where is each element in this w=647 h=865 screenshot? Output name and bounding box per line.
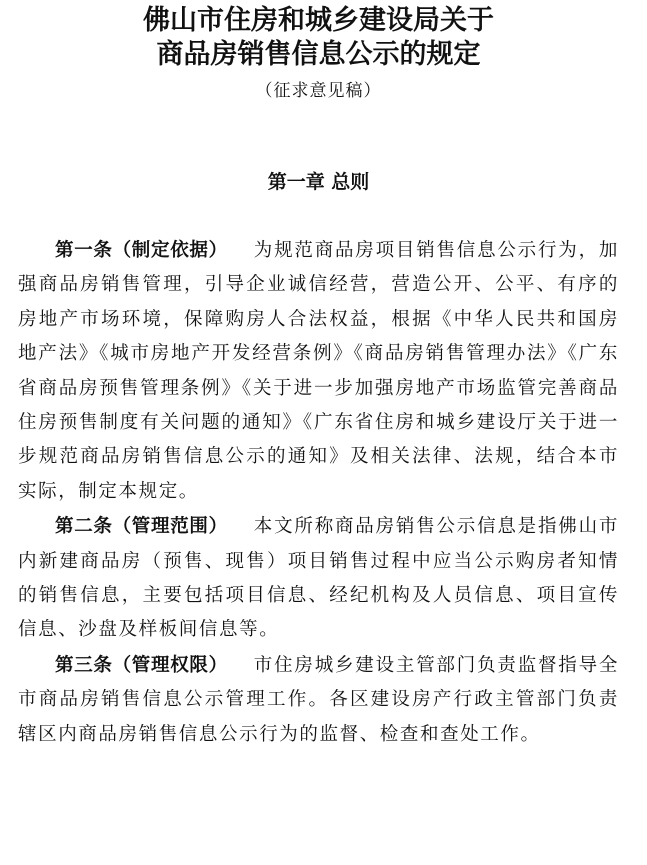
title-line-1: 佛山市住房和城乡建设局关于 [143, 5, 494, 36]
article-2-heading: 第二条（管理范围） [55, 516, 228, 538]
article-3 [18, 649, 619, 752]
chapter-heading: 第一章 总则 [267, 171, 370, 193]
title-line-2: 商品房销售信息公示的规定 [156, 39, 481, 70]
article-1 [18, 234, 619, 509]
document-subtitle: （征求意见稿） [255, 81, 382, 101]
article-1-body: 为规范商品房项目销售信息公示行为，加强商品房销售管理，引导企业诚信经营，营造公开、公平、有序的房地产市场环境，保障购房人合法权益，根据《中华人民共和国房地产法》《城市房地产开发经营条例》《商品房销售管理办法》《广东省商品房预售管理条例》《关于进一步加强房地产市场监管完善商品住房预售制度有关问题的通知》《广东省住房和城乡建设厅关于进一步规范商品房销售信息公示的通知》及相关法律、法规，结合本市实际，制定本规定。 [18, 240, 619, 502]
article-3-heading: 第三条（管理权限） [55, 654, 228, 676]
article-2-body: 本文所称商品房销售公示信息是指佛山市内新建商品房（预售、现售）项目销售过程中应当公示购房者知情的销售信息，主要包括项目信息、经纪机构及人员信息、项目宣传信息、沙盘及样板间信息等。 [18, 516, 619, 641]
article-3-body: 市住房城乡建设主管部门负责监督指导全市商品房销售信息公示管理工作。各区建设房产行政主管部门负责辖区内商品房销售信息公示行为的监督、检查和查处工作。 [18, 654, 619, 745]
article-1-heading: 第一条（制定依据） [55, 240, 228, 261]
article-2 [18, 510, 619, 648]
document-title [18, 0, 619, 72]
